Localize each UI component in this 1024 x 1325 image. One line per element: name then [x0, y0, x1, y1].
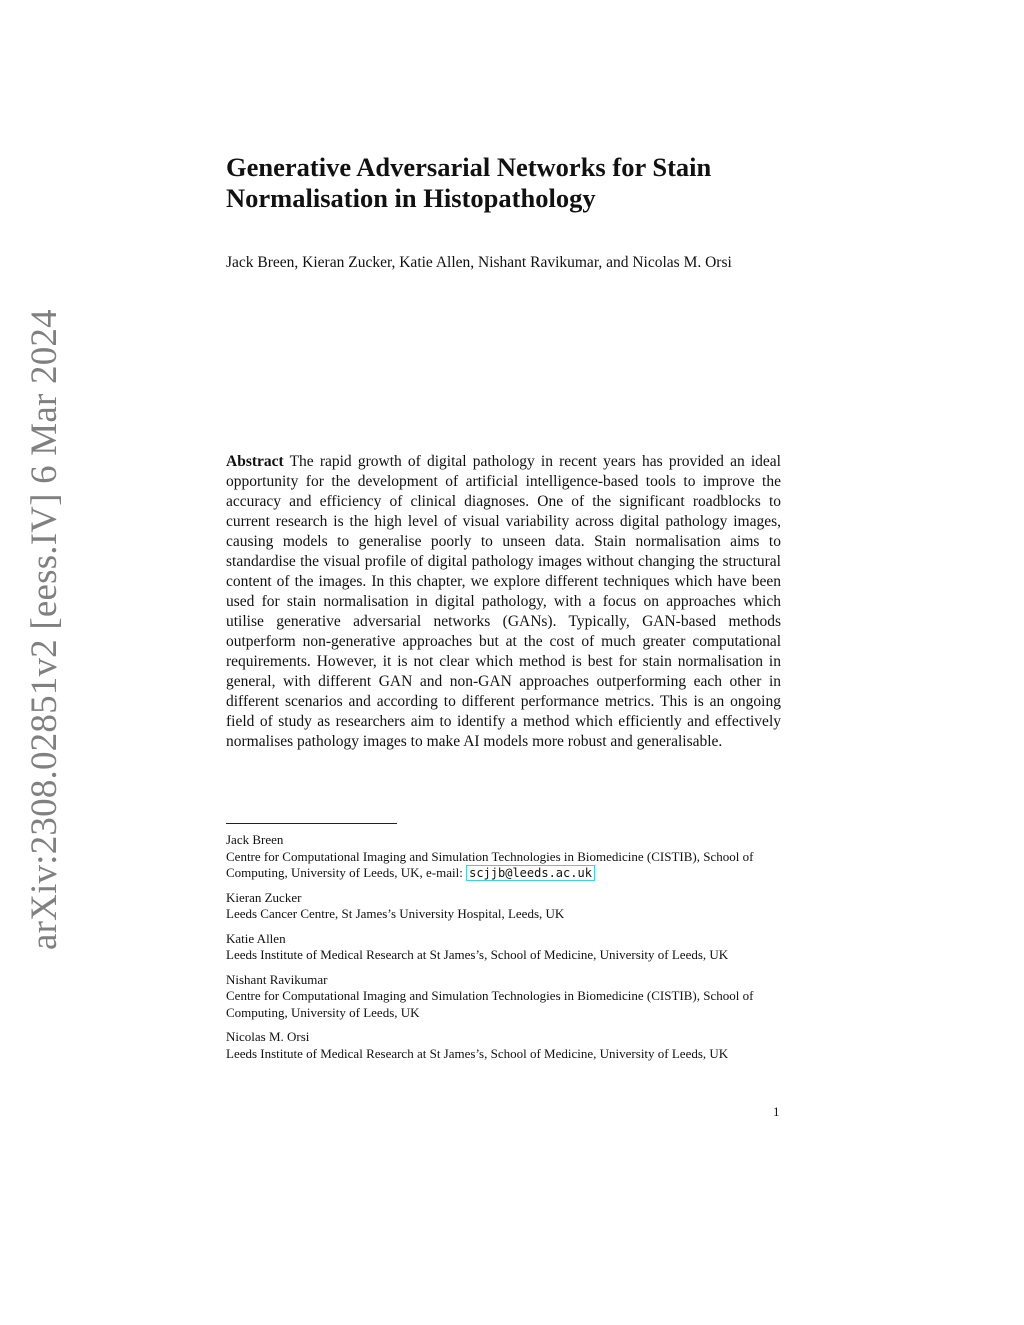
affiliation-name: Jack Breen — [226, 832, 284, 847]
affiliation-text: Leeds Cancer Centre, St James’s University Hospital, Leeds, UK — [226, 906, 565, 921]
abstract — [226, 452, 781, 752]
arxiv-identifier: arXiv:2308.02851v2 [eess.IV] 6 Mar 2024 — [24, 309, 65, 950]
paper-title — [226, 152, 786, 214]
footnote-divider — [226, 823, 397, 824]
author-list: Jack Breen, Kieran Zucker, Katie Allen, Nishant Ravikumar, and Nicolas M. Orsi — [226, 254, 732, 271]
affiliation-text: Centre for Computational Imaging and Simulation Technologies in Biomedicine (CISTIB), School of Computing, University of Leeds, UK — [226, 988, 754, 1020]
affiliation-entry — [226, 972, 782, 1022]
affiliation-entry — [226, 890, 782, 923]
affiliation-entry — [226, 931, 782, 964]
abstract-label: Abstract — [226, 453, 284, 470]
title-line-1: Generative Adversarial Networks for Stain — [226, 152, 712, 182]
affiliation-name: Katie Allen — [226, 930, 286, 946]
affiliation-entry — [226, 832, 782, 882]
affiliation-text: Leeds Institute of Medical Research at St James’s, School of Medicine, University of Leeds, UK — [226, 1045, 729, 1061]
title-line-2: Normalisation in Histopathology — [226, 183, 596, 213]
page-number: 1 — [773, 1104, 780, 1119]
affiliation-text — [226, 849, 782, 882]
affiliations — [226, 832, 782, 1070]
affiliation-name: Kieran Zucker — [226, 889, 302, 905]
affiliation-text: Leeds Institute of Medical Research at St James’s, School of Medicine, University of Leeds, UK — [226, 947, 729, 962]
affiliation-name: Nicolas M. Orsi — [226, 1029, 310, 1044]
abstract-text: The rapid growth of digital pathology in recent years has provided an ideal opportunity for the development of artificial intelligence-based tools to improve the accuracy and efficiency of clinical diagnoses. One of the significant roadblocks to current research is the high level of visual variability across digital pathology images, causing models to generalise poorly to unseen data. Stain normalisation aims to standardise the visual profile of digital pathology images without changing the structural content of the images. In this chapter, we explore different techniques which have been used for stain normalisation in digital pathology, with a focus on approaches which utilise generative adversarial networks (GANs). Typically, GAN-based methods outperform non-generative approaches but at the cost of much greater computational requirements. However, it is not clear which method is best for stain normalisation in general, with different GAN and non-GAN approaches outperforming each other in different scenarios and according to different performance metrics. This is an ongoing field of study as researchers aim to identify a method which efficiently and effectively normalises pathology images to make AI models more robust and generalisable. — [226, 453, 781, 750]
affiliation-name: Nishant Ravikumar — [226, 971, 328, 987]
affiliation-entry — [226, 1029, 782, 1062]
affiliation-address: Centre for Computational Imaging and Simulation Technologies in Biomedicine (CISTIB), School of Computing, University of Leeds, UK, e-mail: — [226, 848, 754, 880]
email-link[interactable]: scjjb@leeds.ac.uk — [466, 865, 595, 881]
